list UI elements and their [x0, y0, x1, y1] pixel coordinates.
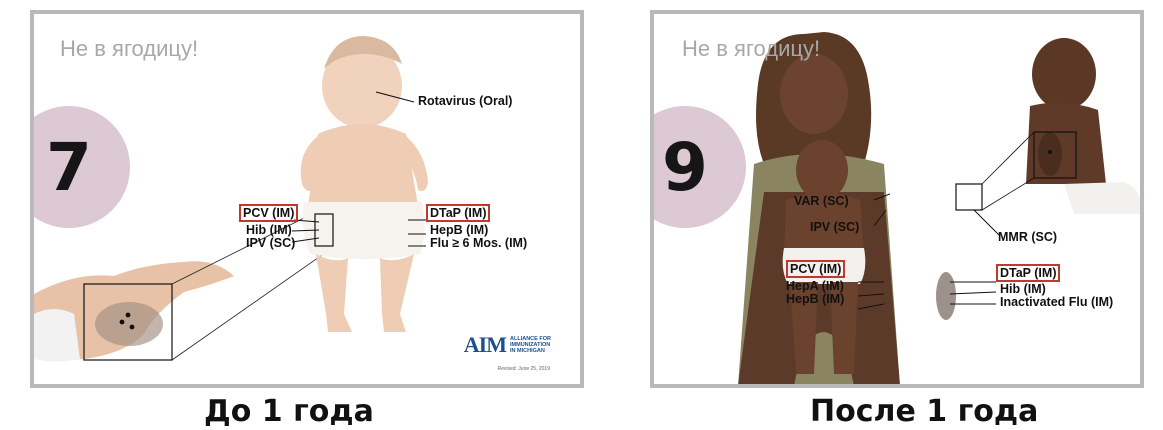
label-hepa: HepA (IM): [786, 279, 844, 293]
warning-caption: Не в ягодицу!: [682, 36, 821, 61]
label-flu: Inactivated Flu (IM): [1000, 295, 1114, 309]
label-hib: Hib (IM): [246, 223, 292, 237]
label-mmr: MMR (SC): [998, 230, 1058, 244]
age-badge: 7: [30, 106, 130, 228]
label-hepb: HepB (IM): [786, 292, 845, 306]
label-dtap: DTaP (IM): [996, 264, 1060, 282]
label-rotavirus: Rotavirus (Oral): [418, 94, 513, 108]
label-ipv: IPV (SC): [246, 236, 296, 250]
left-panel-title: До 1 года: [204, 394, 374, 429]
revised-date: Revised: June 25, 2019: [497, 366, 550, 372]
label-flu: Flu ≥ 6 Mos. (IM): [430, 236, 528, 250]
label-pcv: PCV (IM): [239, 204, 298, 222]
label-hepb: HepB (IM): [430, 223, 489, 237]
aim-logo: AIM ALLIANCE FOR IMMUNIZATION IN MICHIGAN: [463, 332, 551, 357]
label-hib: Hib (IM): [1000, 282, 1046, 296]
warning-caption: Не в ягодицу!: [60, 36, 199, 61]
label-dtap: DTaP (IM): [426, 204, 490, 222]
label-pcv: PCV (IM): [786, 260, 845, 278]
toddler-panel: [650, 10, 1144, 388]
age-badge: 9: [650, 106, 746, 228]
infant-panel: [30, 10, 584, 388]
label-ipv: IPV (SC): [810, 220, 860, 234]
arm-box: [956, 184, 982, 210]
right-panel-title: После 1 года: [810, 394, 1039, 429]
label-var: VAR (SC): [794, 194, 849, 208]
